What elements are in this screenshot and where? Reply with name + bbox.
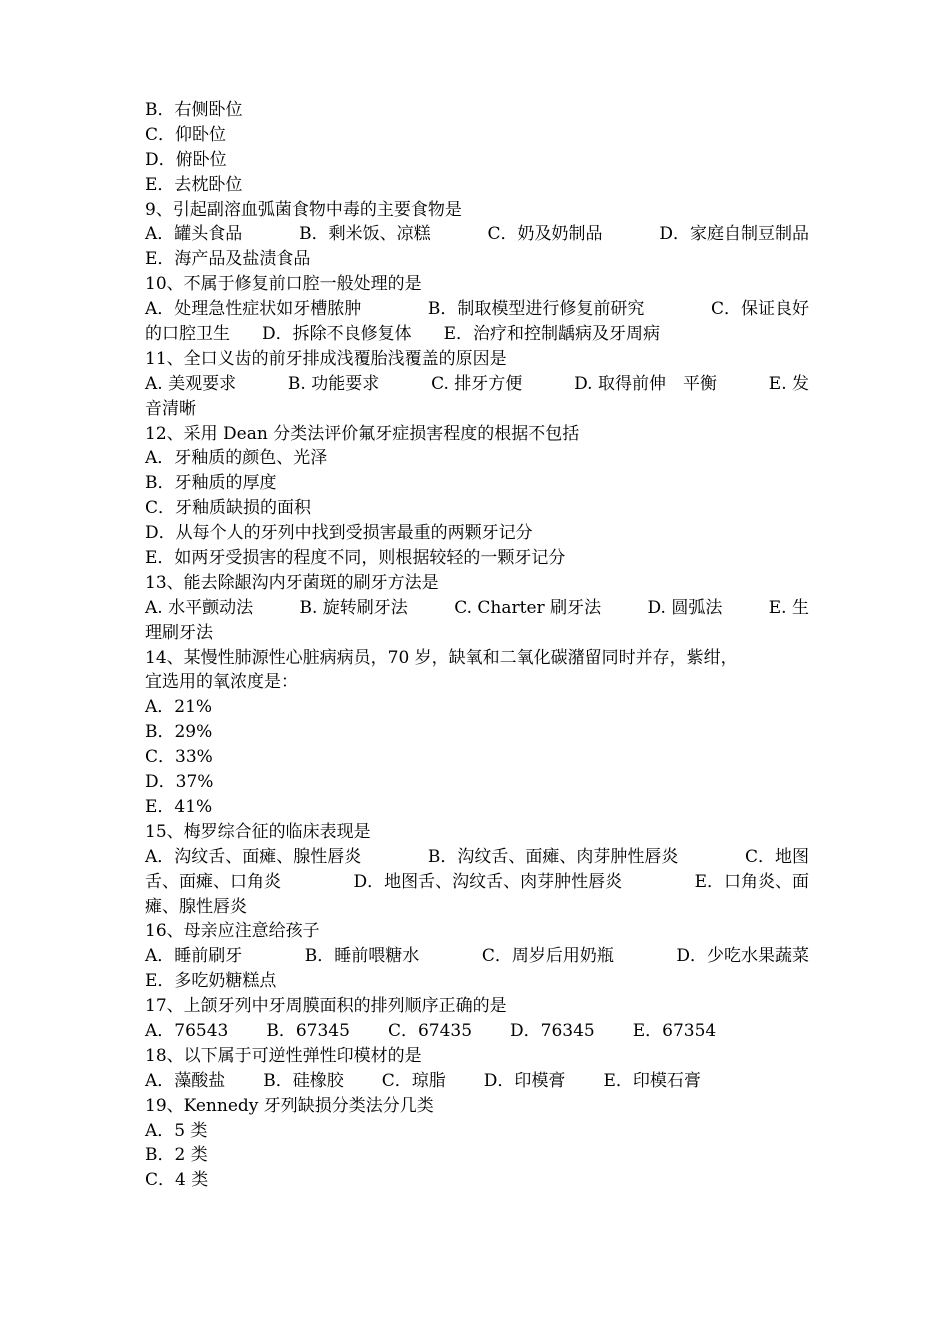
- option-item: C．周岁后用奶瓶: [481, 946, 614, 967]
- text-line: 14、某慢性肺源性心脏病病员，70 岁，缺氧和二氧化碳潴留同时并存，紫绀，: [145, 647, 738, 668]
- option-item: A．藻酸盐: [145, 1070, 226, 1091]
- text-line: A．21%: [145, 697, 213, 718]
- option-item: A．沟纹舌、面瘫、腺性唇炎: [145, 846, 362, 867]
- option-row: [145, 944, 809, 969]
- option-item: E. 发: [768, 373, 809, 394]
- option-item: E. 生: [768, 597, 809, 618]
- text-line: D．俯卧位: [145, 149, 227, 170]
- option-item: B. 功能要求: [287, 373, 380, 394]
- text-line: 13、能去除龈沟内牙菌斑的刷牙方法是: [145, 572, 439, 593]
- option-item: C. Charter 刷牙法: [454, 597, 602, 618]
- text-line: 16、母亲应注意给孩子: [145, 921, 320, 942]
- text-line: 10、不属于修复前口腔一般处理的是: [145, 274, 422, 295]
- option-item: C．保证良好: [710, 299, 809, 320]
- option-item: A．睡前刷牙: [145, 946, 243, 967]
- option-item: B. 旋转刷牙法: [299, 597, 408, 618]
- option-item: B．睡前喂糖水: [304, 946, 420, 967]
- text-line: D．37%: [145, 772, 214, 793]
- option-row: [145, 222, 809, 247]
- option-item: E．治疗和控制龋病及牙周病: [443, 324, 661, 345]
- text-line: B．2 类: [145, 1145, 208, 1166]
- option-item: E．口角炎、面: [694, 871, 809, 892]
- text-line: 宜选用的氧浓度是：: [145, 672, 298, 693]
- option-item: A．76543: [145, 1020, 229, 1041]
- option-item: B．67345: [266, 1020, 350, 1041]
- text-line: E．如两牙受损害的程度不同，则根据较轻的一颗牙记分: [145, 548, 566, 569]
- option-item: D．拆除不良修复体: [262, 324, 412, 345]
- text-line: C．牙釉质缺损的面积: [145, 498, 312, 519]
- option-item: D．家庭自制豆制品: [659, 224, 809, 245]
- option-item: A. 水平颤动法: [145, 597, 254, 618]
- option-row: [145, 870, 809, 895]
- option-item: C．67435: [387, 1020, 473, 1041]
- option-item: B．硅橡胶: [263, 1070, 344, 1091]
- option-item: D. 圆弧法: [647, 597, 723, 618]
- option-row: [145, 596, 809, 621]
- text-line: B．29%: [145, 722, 213, 743]
- text-line: A．5 类: [145, 1120, 208, 1141]
- option-item: A．处理急性症状如牙槽脓肿: [145, 299, 362, 320]
- option-item: E．67354: [632, 1020, 717, 1041]
- document-page: [145, 98, 809, 1193]
- option-item: C．地图: [744, 846, 809, 867]
- text-line: E．多吃奶糖糕点: [145, 971, 277, 992]
- option-item: C. 排牙方便: [431, 373, 523, 394]
- option-item: D. 取得前伸 平衡: [574, 373, 717, 394]
- option-item: B．制取模型进行修复前研究: [427, 299, 645, 320]
- option-item: B．剩米饭、凉糕: [299, 224, 431, 245]
- text-line: 17、上颌牙列中牙周膜面积的排列顺序正确的是: [145, 996, 507, 1017]
- text-line: D．从每个人的牙列中找到受损害最重的两颗牙记分: [145, 523, 533, 544]
- text-line: E．41%: [145, 796, 213, 817]
- text-line: 理刷牙法: [145, 622, 213, 643]
- text-line: B．右侧卧位: [145, 100, 243, 120]
- text-line: B．牙釉质的厚度: [145, 473, 277, 494]
- option-item: D．76345: [510, 1020, 595, 1041]
- option-item: D．少吃水果蔬菜: [676, 946, 809, 967]
- option-item: D．印模膏: [483, 1070, 566, 1091]
- option-item: A．罐头食品: [145, 224, 243, 245]
- option-item: D．地图舌、沟纹舌、肉芽肿性唇炎: [353, 871, 623, 892]
- option-row: [145, 372, 809, 397]
- text-line: A．牙釉质的颜色、光泽: [145, 448, 328, 469]
- text-line: 9、引起副溶血弧菌食物中毒的主要食物是: [145, 199, 462, 220]
- text-line: 12、采用 Dean 分类法评价氟牙症损害程度的根据不包括: [145, 423, 580, 444]
- text-line: E．海产品及盐渍食品: [145, 249, 311, 270]
- option-row: [145, 297, 809, 322]
- option-item: B．沟纹舌、面瘫、肉芽肿性唇炎: [427, 846, 679, 867]
- text-line: 18、以下属于可逆性弹性印模材的是: [145, 1045, 422, 1066]
- text-line: E．去枕卧位: [145, 174, 243, 195]
- text-line: 19、Kennedy 牙列缺损分类法分几类: [145, 1095, 434, 1116]
- option-item: E．印模石膏: [603, 1070, 701, 1091]
- option-item: A. 美观要求: [145, 373, 237, 394]
- option-item: 舌、面瘫、口角炎: [145, 871, 281, 892]
- text-line: 11、全口义齿的前牙排成浅覆胎浅覆盖的原因是: [145, 348, 507, 369]
- option-row: [145, 322, 809, 347]
- option-item: C．奶及奶制品: [487, 224, 603, 245]
- option-row: [145, 845, 809, 870]
- text-line: 音清晰: [145, 398, 196, 419]
- text-line: C．仰卧位: [145, 124, 227, 145]
- option-item: C．琼脂: [381, 1070, 446, 1091]
- text-line: C．33%: [145, 747, 213, 768]
- text-line: 15、梅罗综合征的临床表现是: [145, 821, 371, 842]
- option-row: [145, 1069, 809, 1094]
- option-item: 的口腔卫生: [145, 324, 230, 345]
- text-line: C．4 类: [145, 1170, 209, 1191]
- option-row: [145, 1019, 809, 1044]
- text-line: 瘫、腺性唇炎: [145, 896, 247, 917]
